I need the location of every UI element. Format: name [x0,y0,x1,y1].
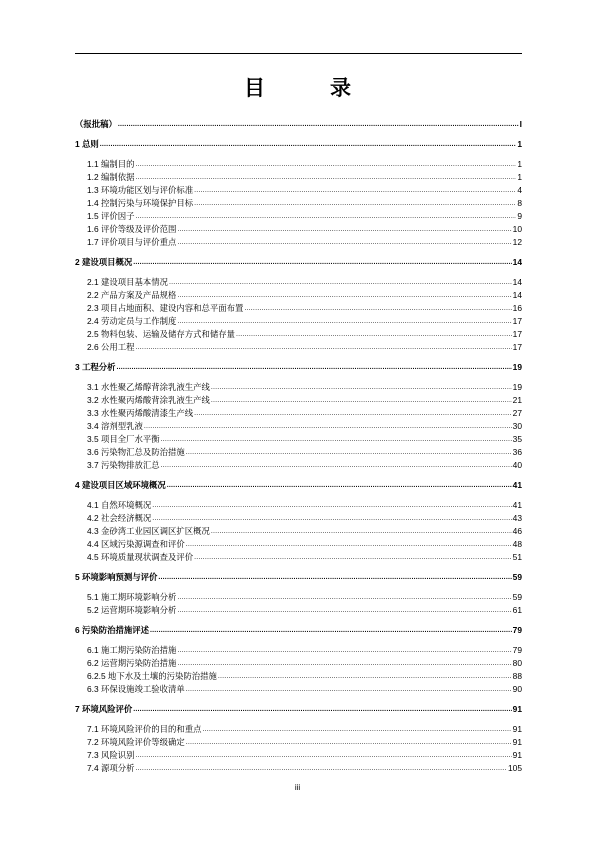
toc-chapter-entry[interactable] [75,138,522,151]
toc-section-entry[interactable] [75,394,522,407]
toc-section-entry[interactable] [75,289,522,302]
toc-leader-dots [194,184,516,197]
toc-entry-page: 61 [512,605,522,615]
toc-leader-dots [144,420,512,433]
toc-entry-page: 14 [512,290,522,300]
toc-entry-label: 4.4 区域污染源调查和评价 [87,539,185,549]
toc-entry-page: 17 [512,329,522,339]
toc-entry-page: 59 [512,572,522,582]
toc-entry-page: 80 [512,658,522,668]
toc-entry-label: 2.5 物料包装、运输及储存方式和储存量 [87,329,235,339]
toc-entry-label: 1.7 评价项目与评价重点 [87,237,177,247]
toc-leader-dots [194,407,512,420]
toc-entry-label: 2.6 公用工程 [87,342,135,352]
toc-section-entry[interactable] [75,499,522,512]
toc-entry-page: 27 [512,408,522,418]
toc-entry-label: 1.4 控制污染与环境保护目标 [87,198,194,208]
toc-leader-dots [135,210,516,223]
toc-leader-dots [152,512,511,525]
toc-entry-page: 90 [512,684,522,694]
toc-leader-dots [135,762,507,775]
toc-entry-page: 17 [512,316,522,326]
toc-section-entry[interactable] [75,736,522,749]
toc-entry-page: 46 [512,526,522,536]
toc-chapter-entry[interactable] [75,118,522,131]
toc-entry-page: 10 [512,224,522,234]
toc-section-entry[interactable] [75,749,522,762]
toc-chapter-entry[interactable] [75,624,522,637]
toc-section-entry[interactable] [75,210,522,223]
table-of-contents [75,118,522,775]
toc-leader-dots [116,361,511,374]
toc-leader-dots [135,171,516,184]
toc-entry-page: 1 [517,159,522,169]
toc-entry-label: 6.2.5 地下水及土壤的污染防治措施 [87,671,217,681]
toc-entry-label: 3.7 污染物排放汇总 [87,460,160,470]
toc-entry-page: 41 [512,480,522,490]
toc-entry-label: 1 总则 [75,139,99,149]
toc-entry-label: 1.5 评价因子 [87,211,135,221]
toc-leader-dots [186,538,512,551]
toc-section-entry[interactable] [75,158,522,171]
toc-section-entry[interactable] [75,538,522,551]
toc-leader-dots [244,302,511,315]
toc-section-entry[interactable] [75,433,522,446]
toc-section-entry[interactable] [75,315,522,328]
toc-entry-page: 41 [512,500,522,510]
toc-entry-label: 1.1 编制目的 [87,159,135,169]
toc-section-entry[interactable] [75,604,522,617]
toc-chapter-entry[interactable] [75,571,522,584]
toc-entry-page: 91 [512,737,522,747]
toc-leader-dots [194,197,516,210]
toc-entry-label: 6.2 运营期污染防治措施 [87,658,177,668]
toc-chapter-entry[interactable] [75,256,522,269]
toc-entry-label: 3.1 水性聚乙烯醇背涂乳液生产线 [87,382,210,392]
toc-entry-page: 17 [512,342,522,352]
toc-entry-page: 40 [512,460,522,470]
toc-leader-dots [161,459,512,472]
page-title: 目 录 [244,75,373,100]
toc-leader-dots [211,394,512,407]
toc-entry-page: 1 [517,139,522,149]
toc-entry-label: 5.2 运营期环境影响分析 [87,605,177,615]
toc-section-entry[interactable] [75,551,522,564]
toc-entry-label: 4.5 环境质量现状调查及评价 [87,552,194,562]
toc-entry-label: 3.3 水性聚丙烯酸清漆生产线 [87,408,194,418]
toc-entry-page: 43 [512,513,522,523]
toc-entry-label: 7.3 风险识别 [87,750,135,760]
toc-entry-page: 9 [517,211,522,221]
toc-entry-label: 5.1 施工期环境影响分析 [87,592,177,602]
toc-entry-label: 7 环境风险评价 [75,704,133,714]
toc-entry-page: 19 [512,362,522,372]
toc-section-entry[interactable] [75,420,522,433]
toc-leader-dots [118,118,519,131]
toc-section-entry[interactable] [75,184,522,197]
toc-entry-label: 1.2 编制依据 [87,172,135,182]
toc-leader-dots [186,736,512,749]
toc-leader-dots [152,499,511,512]
toc-section-entry[interactable] [75,223,522,236]
toc-leader-dots [177,236,511,249]
toc-entry-page: 59 [512,592,522,602]
toc-leader-dots [186,446,512,459]
toc-chapter-entry[interactable] [75,361,522,374]
toc-entry-label: 2.1 建设项目基本情况 [87,277,168,287]
toc-section-entry[interactable] [75,723,522,736]
toc-leader-dots [161,433,512,446]
toc-leader-dots [177,657,511,670]
toc-section-entry[interactable] [75,407,522,420]
toc-entry-label: 2.2 产品方案及产品规格 [87,290,177,300]
toc-leader-dots [177,223,511,236]
toc-entry-label: 2.3 项目占地面积、建设内容和总平面布置 [87,303,244,313]
toc-entry-label: 7.2 环境风险评价等级确定 [87,737,185,747]
toc-entry-label: 6.1 施工期污染防治措施 [87,645,177,655]
toc-section-entry[interactable] [75,171,522,184]
toc-entry-page: 12 [512,237,522,247]
toc-leader-dots [177,591,511,604]
header-rule [75,53,522,54]
toc-section-entry[interactable] [75,459,522,472]
toc-section-entry[interactable] [75,328,522,341]
toc-entry-page: 79 [512,625,522,635]
toc-leader-dots [177,604,511,617]
toc-leader-dots [186,683,512,696]
toc-entry-page: 4 [517,185,522,195]
toc-entry-label: 5 环境影响预测与评价 [75,572,158,582]
toc-entry-page: I [519,119,522,129]
toc-leader-dots [158,571,511,584]
toc-entry-page: 30 [512,421,522,431]
toc-leader-dots [236,328,512,341]
toc-section-entry[interactable] [75,762,522,775]
toc-entry-page: 21 [512,395,522,405]
toc-entry-label: 4.2 社会经济概况 [87,513,152,523]
toc-leader-dots [169,276,512,289]
toc-entry-label: 4.3 金砂湾工业园区调区扩区概况 [87,526,210,536]
toc-leader-dots [167,479,512,492]
toc-entry-page: 8 [517,198,522,208]
toc-section-entry[interactable] [75,446,522,459]
toc-entry-label: 4 建设项目区域环境概况 [75,480,166,490]
toc-entry-page: 88 [512,671,522,681]
toc-entry-label: 2.4 劳动定员与工作制度 [87,316,177,326]
toc-section-entry[interactable] [75,644,522,657]
toc-section-entry[interactable] [75,657,522,670]
toc-entry-page: 48 [512,539,522,549]
toc-entry-label: （报批稿） [75,119,117,129]
page-number: iii [294,783,301,792]
toc-leader-dots [133,256,511,269]
toc-entry-label: 7.1 环境风险评价的目的和重点 [87,724,202,734]
toc-leader-dots [177,315,511,328]
toc-leader-dots [150,624,512,637]
toc-chapter-entry[interactable] [75,479,522,492]
toc-section-entry[interactable] [75,197,522,210]
toc-entry-label: 3.6 污染物汇总及防治措施 [87,447,185,457]
toc-entry-page: 91 [512,724,522,734]
toc-leader-dots [177,644,511,657]
toc-leader-dots [133,703,511,716]
toc-entry-page: 91 [512,704,522,714]
toc-section-entry[interactable] [75,670,522,683]
toc-section-entry[interactable] [75,276,522,289]
toc-entry-page: 14 [512,257,522,267]
toc-leader-dots [211,381,512,394]
toc-entry-label: 3.5 项目全厂水平衡 [87,434,160,444]
toc-section-entry[interactable] [75,683,522,696]
toc-leader-dots [202,723,511,736]
toc-chapter-entry[interactable] [75,703,522,716]
toc-entry-page: 79 [512,645,522,655]
toc-entry-label: 1.3 环境功能区划与评价标准 [87,185,194,195]
toc-leader-dots [135,158,516,171]
toc-entry-page: 1 [517,172,522,182]
toc-entry-page: 36 [512,447,522,457]
toc-entry-page: 19 [512,382,522,392]
toc-leader-dots [194,551,512,564]
toc-section-entry[interactable] [75,302,522,315]
toc-leader-dots [177,289,511,302]
toc-entry-label: 6 污染防治措施评述 [75,625,149,635]
toc-entry-page: 16 [512,303,522,313]
toc-leader-dots [218,670,512,683]
toc-leader-dots [135,341,511,354]
toc-entry-page: 51 [512,552,522,562]
toc-section-entry[interactable] [75,512,522,525]
toc-entry-page: 14 [512,277,522,287]
toc-entry-label: 7.4 源项分析 [87,763,135,773]
toc-section-entry[interactable] [75,341,522,354]
toc-section-entry[interactable] [75,591,522,604]
toc-section-entry[interactable] [75,381,522,394]
toc-entry-page: 91 [512,750,522,760]
toc-section-entry[interactable] [75,525,522,538]
toc-entry-label: 3.4 溶剂型乳液 [87,421,143,431]
toc-section-entry[interactable] [75,236,522,249]
toc-entry-label: 6.3 环保设施竣工验收清单 [87,684,185,694]
toc-entry-label: 3 工程分析 [75,362,116,372]
toc-entry-page: 35 [512,434,522,444]
toc-entry-page: 105 [508,763,522,773]
toc-leader-dots [211,525,512,538]
toc-entry-label: 1.6 评价等级及评价范围 [87,224,177,234]
toc-entry-label: 3.2 水性聚丙烯酸背涂乳液生产线 [87,395,210,405]
toc-entry-label: 4.1 自然环境概况 [87,500,152,510]
toc-entry-label: 2 建设项目概况 [75,257,133,267]
toc-leader-dots [100,138,517,151]
toc-leader-dots [135,749,511,762]
